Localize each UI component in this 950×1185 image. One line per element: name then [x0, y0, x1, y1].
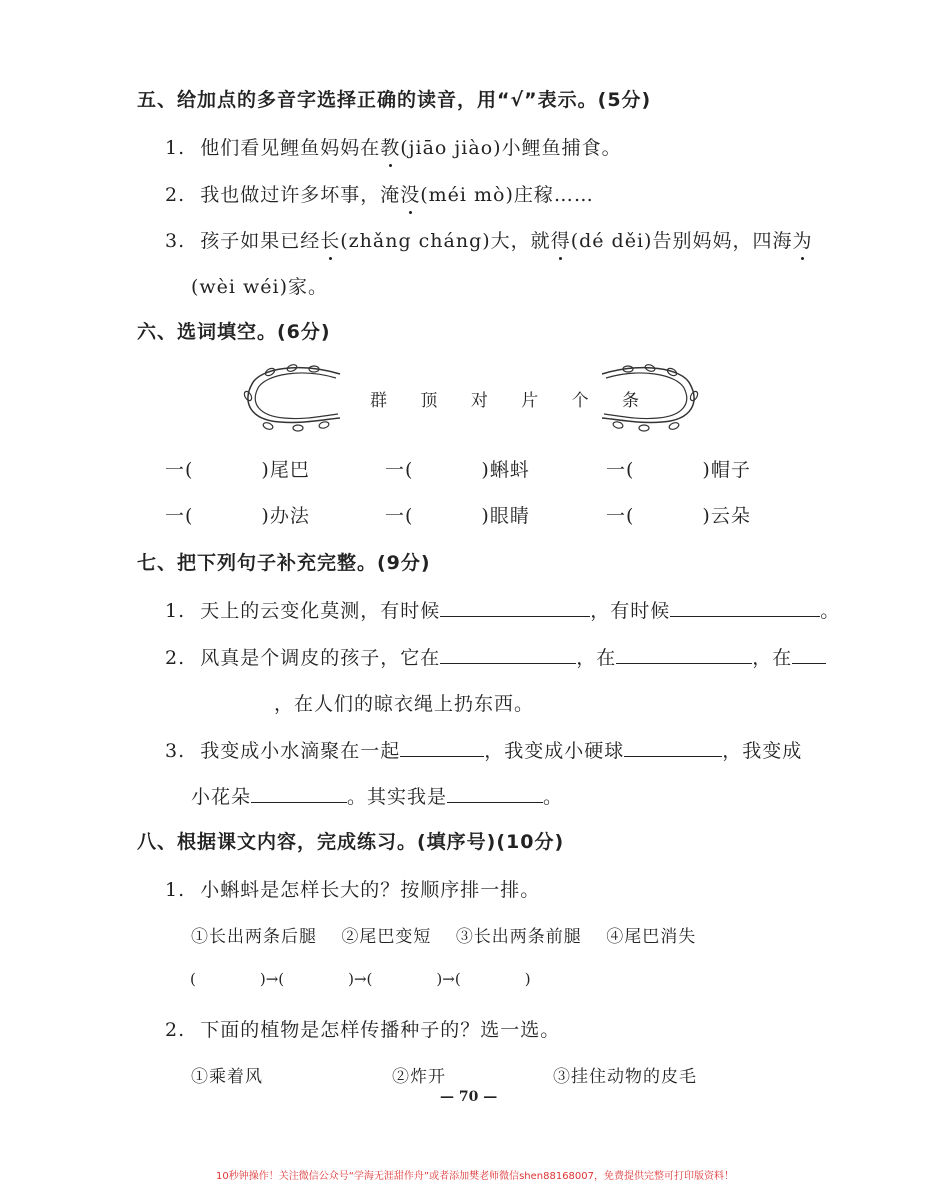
dotted-char: 为 [792, 226, 812, 253]
fill-row-1-item-3 [606, 455, 751, 482]
s5-question-2 [165, 180, 594, 207]
q-text: ，有时候 [590, 600, 671, 622]
fill-open: 一( [606, 505, 635, 527]
fill-close: )眼睛 [481, 505, 530, 527]
s7-question-3 [165, 736, 802, 763]
s8-q2-option-3: ③挂住动物的皮毛 [553, 1067, 697, 1087]
word-bank-item: 片 [521, 391, 540, 411]
q-text: 大，就 [490, 230, 551, 252]
option: ③长出两条前腿 [455, 927, 582, 947]
word-bank-item: 群 [370, 391, 388, 411]
seq-part: )→( [348, 970, 373, 988]
s5-question-1 [165, 133, 622, 160]
s8-q1-options [191, 922, 696, 947]
pinyin-options[interactable]: (dé děi) [570, 230, 653, 252]
s5-question-3-line2[interactable]: (wèi wéi)家。 [191, 276, 329, 298]
q-text: 庄稼…… [513, 184, 594, 206]
q-text: ，在 [752, 647, 793, 669]
q-text: 孩子如果已经 [200, 230, 321, 252]
q-num: 1. [165, 600, 186, 622]
answer-blank[interactable] [447, 801, 543, 803]
q-text: 下面的植物是怎样传播种子的？选一选。 [200, 1019, 561, 1041]
s8-q2-option-1: ①乘着风 [191, 1067, 263, 1087]
q-text: ，在 [576, 647, 617, 669]
s8-q2-option-2: ②炸开 [392, 1067, 446, 1087]
footer-note: 10秒钟操作！关注微信公众号“学海无涯甜作舟”或者添加樊老师微信shen88168007，免费提供完整可打印版资料！ [215, 1171, 735, 1182]
answer-blank[interactable] [792, 662, 826, 664]
pinyin-options[interactable]: (méi mò) [420, 184, 514, 206]
word-bank-item: 对 [470, 391, 489, 411]
q-text: 他们看见鲤鱼妈妈在 [200, 137, 381, 159]
seq-part: )→( [436, 970, 461, 988]
answer-blank[interactable] [440, 662, 576, 664]
q-text: ，我变成小硬球 [484, 740, 625, 762]
pinyin-options[interactable]: (zhǎng cháng) [340, 230, 491, 252]
seq-part: ( [190, 970, 196, 988]
q-text: 。 [543, 786, 564, 808]
q-text: ，我变成 [722, 740, 803, 762]
q-text: 。其实我是 [347, 786, 448, 808]
answer-blank[interactable] [400, 755, 484, 757]
option: ①长出两条后腿 [191, 927, 317, 947]
q-text: 风真是个调皮的孩子，它在 [200, 647, 441, 669]
fill-row-2-item-1 [165, 501, 310, 528]
option: ④尾巴消失 [606, 927, 697, 947]
q-num: 2. [165, 647, 186, 669]
section8-title: 八、根据课文内容，完成练习。(填序号)(10分) [137, 831, 565, 853]
seq-part: )→( [259, 970, 285, 988]
answer-blank[interactable] [616, 662, 752, 664]
fill-open: 一( [385, 459, 414, 481]
right-vine-ornament-icon [592, 362, 702, 434]
q-num: 1. [165, 137, 186, 159]
fill-close: )云朵 [702, 505, 751, 527]
s7-question-3-line2 [191, 782, 563, 809]
q-num: 1. [165, 879, 186, 901]
fill-row-2-item-3 [606, 501, 751, 528]
q-num: 3. [165, 230, 186, 252]
q-text: 天上的云变化莫测，有时候 [200, 600, 441, 622]
section6-title: 六、选词填空。(6分) [137, 321, 331, 343]
dotted-char: 长 [320, 226, 340, 253]
s8-question-2 [165, 1015, 560, 1042]
word-bank-item: 顶 [420, 391, 439, 411]
option: ②尾巴变短 [341, 927, 432, 947]
page-number: — 70 — [440, 1089, 498, 1105]
q-text: 小花朵 [191, 786, 252, 808]
fill-close: )尾巴 [261, 459, 310, 481]
q-text: 我也做过许多坏事，淹 [200, 184, 401, 206]
s7-question-2 [165, 643, 826, 670]
section5-title: 五、给加点的多音字选择正确的读音，用“√”表示。(5分) [137, 89, 652, 111]
s5-question-3 [165, 226, 813, 253]
q-num: 2. [165, 1019, 186, 1041]
fill-row-1-item-2 [385, 455, 530, 482]
dotted-char: 得 [551, 226, 571, 253]
fill-row-1-item-1 [165, 455, 310, 482]
q-num: 2. [165, 184, 186, 206]
answer-blank[interactable] [624, 755, 722, 757]
s8-q1-sequence [190, 970, 531, 988]
q-text: 我变成小水滴聚在一起 [200, 740, 401, 762]
word-bank-item: 个 [571, 391, 590, 411]
pinyin-options[interactable]: (jiāo jiào) [400, 137, 502, 159]
q-num: 3. [165, 740, 186, 762]
fill-close: )帽子 [702, 459, 751, 481]
fill-close: )办法 [261, 505, 310, 527]
dotted-char: 没 [400, 180, 420, 207]
answer-blank[interactable] [670, 615, 820, 617]
q-text: 小蝌蚪是怎样长大的？按顺序排一排。 [200, 879, 541, 901]
s7-question-2-line2: ，在人们的晾衣绳上扔东西。 [274, 693, 535, 715]
s8-question-1 [165, 875, 540, 902]
left-vine-ornament-icon [240, 362, 350, 434]
s7-question-1 [165, 596, 840, 623]
seq-part: ) [524, 970, 531, 988]
answer-blank[interactable] [251, 801, 347, 803]
fill-open: 一( [165, 505, 194, 527]
fill-open: 一( [606, 459, 635, 481]
fill-close: )蝌蚪 [481, 459, 530, 481]
fill-row-2-item-2 [385, 501, 530, 528]
fill-open: 一( [165, 459, 194, 481]
q-text: 小鲤鱼捕食。 [501, 137, 622, 159]
fill-open: 一( [385, 505, 414, 527]
word-bank-item: 条 [622, 391, 641, 411]
dotted-char: 教 [380, 133, 400, 160]
section7-title: 七、把下列句子补充完整。(9分) [137, 552, 431, 574]
answer-blank[interactable] [440, 615, 590, 617]
q-text: 告别妈妈，四海 [652, 230, 793, 252]
q-text: 。 [820, 600, 841, 622]
